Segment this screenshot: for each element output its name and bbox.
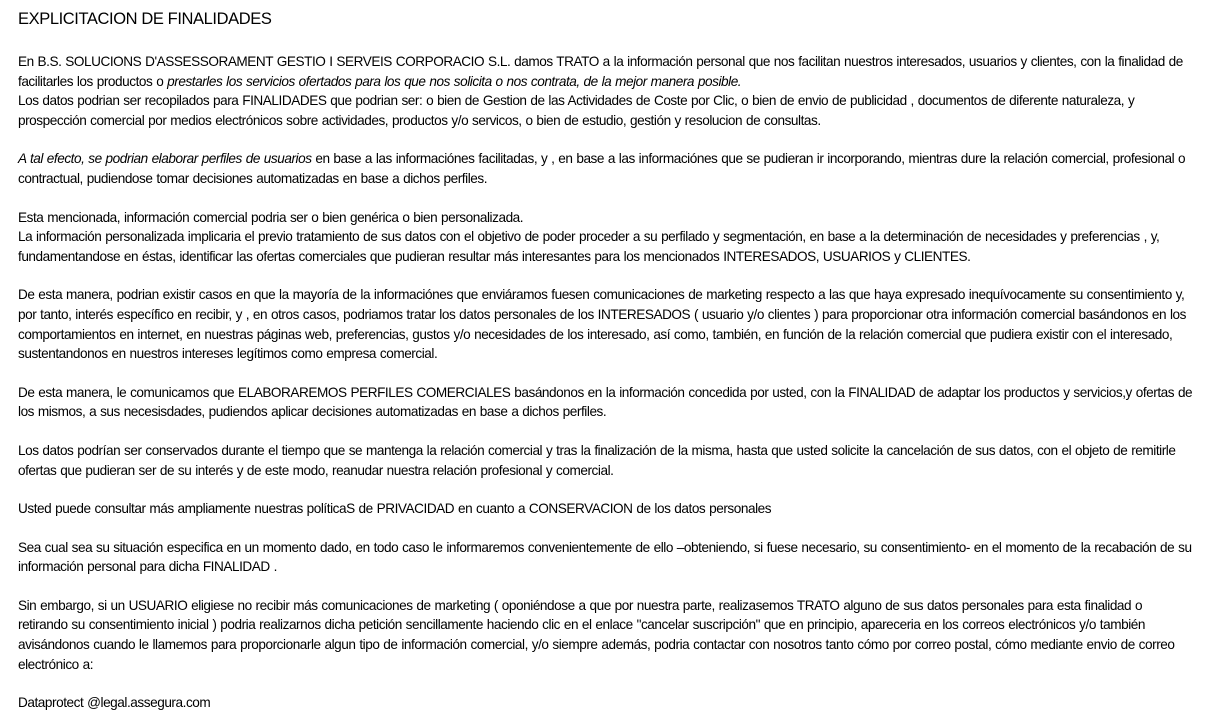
paragraph-consent: Sea cual sea su situación especifica en un momento dado, en todo caso le informaremos convenientemente de ello –obteniendo, si fuese necesario, su consentimiento- en el momento de la recabación de su información personal para dicha FINALIDAD . <box>18 539 1192 575</box>
paragraph-personalized-info: La información personalizada implicaria el previo tratamiento de sus datos con el objetivo de poder proceder a su perfilado y segmentación, en base a la determinación de necesidades y preferencias , y, fundamentandose en éstas, identificar las ofertas comerciales que pudieran resultar más interesantes para los mencionados INTERESADOS, USUARIOS y CLIENTES. <box>18 229 1160 264</box>
paragraph-user-profiles <box>18 149 1195 188</box>
paragraph-user-profiles-italic: A tal efecto, se podrian elaborar perfiles de usuarios <box>18 151 312 167</box>
paragraph-unsubscribe: Sin embargo, si un USUARIO eligiese no recibir más comunicaciones de marketing ( oponiéndose a que por nuestra parte, realizasemos TRATO alguno de sus datos personales para esta finalidad o retirando su consentimiento inicial ) podria realizarnos dicha petición sencillamente haciendo clic en el enlace "cancelar suscripción" que en principio, apareceria en los correos electrónicos y/o también avisándonos cuando le llamemos para proporcionarle algun tipo de información comercial, y/o siempre además, podria contactar con nosotros tanto cómo por correo postal, cómo mediante envio de correo electrónico a: <box>18 597 1175 672</box>
paragraph-generic-or-personalized: Esta mencionada, información comercial podria ser o bien genérica o bien personalizada. <box>18 209 524 225</box>
paragraph-company-purpose-italic: prestarles los servicios ofertados para los que nos solicita o nos contrata, de la mejor manera posible. <box>167 73 742 89</box>
paragraph-company-purpose <box>18 52 1195 130</box>
paragraph-privacy-policy: Usted puede consultar más ampliamente nuestras políticaS de PRIVACIDAD en cuanto a CONSERVACION de los datos personales <box>18 501 772 517</box>
paragraph-data-purposes: Los datos podrian ser recopilados para FINALIDADES que podrian ser: o bien de Gestion de las Actividades de Coste por Clic, o bien de envio de publicidad , documentos de diferente naturaleza, y prospección comercial por medios electrónicos sobre actividades, productos y/o servicos, o bien de estudio, gestión y resolucion de consultas. <box>18 93 1135 128</box>
paragraph-user-profiles-text: en base a las informaciónes facilitadas, y , en base a las informaciónes que se pudieran ir incorporando, mientras dure la relación comercial, profesional o contractual, pudiendose tomar decisiones automatizadas en base a dichos perfiles. <box>18 151 1186 186</box>
document-title: EXPLICITACION DE FINALIDADES <box>18 10 272 28</box>
paragraph-commercial-info <box>18 208 1195 267</box>
paragraph-commercial-profiles: De esta manera, le comunicamos que ELABORAREMOS PERFILES COMERCIALES basándonos en la información concedida por usted, con la FINALIDAD de adaptar los productos y servicios,y ofertas de los mismos, a sus necesisdades, pudiendos aplicar decisiones automatizadas en base a dichos perfiles. <box>18 384 1193 420</box>
paragraph-marketing-cases: De esta manera, podrian existir casos en que la mayoría de la informaciónes que enviáramos fuesen comunicaciones de marketing respecto a las que haya expresado inequívocamente su consentimiento y, por tanto, interés específico en recibir, y , en otros casos, podriamos tratar los datos personales de los INTERESADOS ( usuario y/o clientes ) para proporcionar otra información comercial basándonos en los comportamientos en internet, en nuestras páginas web, preferencias, gustos y/o necesidades de los interesado, así como, también, en función de la relación comercial que pudiera existir con el interesado, sustentandonos en nuestros intereses legítimos como empresa comercial. <box>18 287 1186 362</box>
contact-email: Dataprotect @legal.assegura.com <box>18 695 211 711</box>
paragraph-company-purpose-text: En B.S. SOLUCIONS D'ASSESSORAMENT GESTIO I SERVEIS CORPORACIO S.L. damos TRATO a la información personal que nos facilitan nuestros interesados, usuarios y clientes, con la finalidad de facilitarles los productos o <box>18 54 1183 89</box>
paragraph-data-retention: Los datos podrían ser conservados durante el tiempo que se mantenga la relación comercial y tras la finalización de la misma, hasta que usted solicite la cancelación de sus datos, con el objeto de remitirle ofertas que pudieran ser de su interés y de este modo, reanudar nuestra relación profesional y comercial. <box>18 442 1176 478</box>
